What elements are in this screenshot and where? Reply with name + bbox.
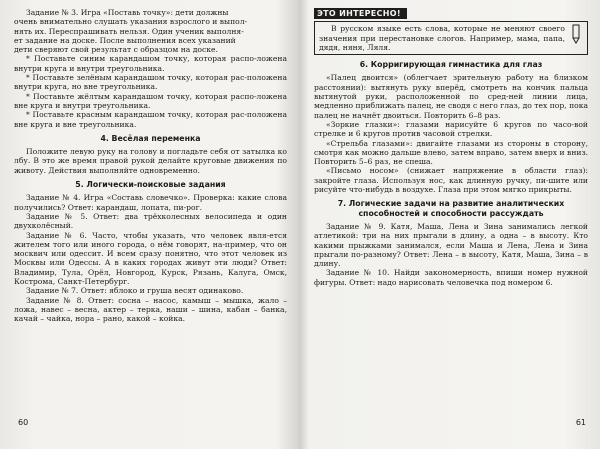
task-8: Задание № 8. Ответ: сосна – насос, камыш – мышка, жало – ложа, навес – весна, актер – терка, наши – шина, кабан – банка, качай – чайка, нора – рано, какой – койка. [14,295,287,324]
section-heading-7: 7. Логические задачи на развитие аналитических способностей и способности рассуждать [337,199,565,218]
section-heading-6: 6. Корригирующая гимнастика для глаз [359,60,543,70]
task-9: Задание № 9. Катя, Маша, Лена и Зина занимались легкой атлетикой: три на них прыгали в длину, а одна – в высоту. Кто какими прыжками занимался, если Маша и Лена, Лена и Зина прыгали по-разному? Ответ: Лена – в высоту, Катя, Маша, Зина – в длину. [314,221,588,269]
left-page [14,8,287,449]
interesting-box [314,21,588,55]
task3-line-1: Задание № 3. Игра «Поставь точку»: дети должны [26,8,229,17]
task3-line-4: ет задание на доске. После выполнения всех указаний [14,35,236,45]
bullet-blue: * Поставьте синим карандашом точку, которая распо-ложена внутри круга и внутри треугольника. [14,54,287,73]
bullet-yellow: * Поставьте жёлтым карандашом точку, которая распо-ложена вне круга и внутри треугольника. [14,91,287,110]
interesting-banner: ЭТО ИНТЕРЕСНО! [314,8,407,19]
right-page [314,8,588,449]
exercise-finger: «Палец двоится» (облегчает зрительную работу на близком расстоянии): вытянуть руку вперёд, смотреть на кончик пальца вытянутой руки, расположенной по сред-ней линии лица, медленно приближать палец, не сводя с него глаз, до тех пор, пока палец не начнёт двоиться. Повторить 6–8 раз. [314,73,588,120]
task-10: Задание № 10. Найди закономерность, впиши номер нужной фигуры. Ответ: надо нарисовать человечка под номером 6. [314,268,588,287]
pencil-icon [569,24,583,44]
exercise-shooting: «Стрельба глазами»: двигайте глазами из стороны в сторону, смотря как можно дальше влево, затем вправо, затем вверх и вниз. Повторить 5–6 раз, не спеша. [314,138,588,167]
exercise-nose-writing: «Письмо носом» (снижает напряжение в области глаз): закройте глаза. Используя нос, как длинную ручку, пи-шите или рисуйте что-нибудь в воздухе. Глаза при этом мягко прикрыты. [314,166,588,195]
task3-line-3: нять их. Переспрашивать нельзя. Один ученик выполня- [14,26,244,36]
section-heading-5: 5. Логически-поисковые задания [75,180,226,190]
bullet-red: * Поставьте красным карандашом точку, которая рас-положена вне круга и вне треугольника. [14,110,287,129]
page-number-left: 60 [18,417,29,427]
pause-text: Положите левую руку на голову и погладьте себя от затылка ко лбу. В это же время правой рукой делайте круговые движения по животу. Действия выполняйте одновременно. [14,147,287,175]
task3-line-2: очень внимательно слушать указания взрослого и выпол- [14,17,248,27]
interesting-text: В русском языке есть слова, которые не меняют своего значения при перестановке слогов. Например, мама, папа, дядя, няня, Ляля. [319,24,565,52]
task3-line-5: дети сверяют свой результат с образцом на доске. [14,45,218,55]
bullet-green: * Поставьте зелёным карандашом точку, которая рас-положена внутри круга, но вне треугольника. [14,73,287,92]
task-6: Задание № 6. Часто, чтобы указать, что человек явля-ется жителем того или иного города, о нём говорят, на-пример, что он москвич или одессит. И всем сразу понятно, что этот человек из Москвы или Одессы. А в каких городах живут эти люди? Ответ: Владимир, Тула, Орёл, Новгород, Курск, Рязань, Калуга, Омск, Кострома, Санкт-Петербург. [14,230,287,287]
task-5: Задание № 5. Ответ: два трёхколесных велосипеда и один двухколёсный. [14,211,287,231]
task-7: Задание № 7. Ответ: яблоко и груша весят одинаково. [26,286,244,296]
exercise-sharp-eyes: «Зоркие глазки»: глазами нарисуйте 6 кругов по часо-вой стрелке и 6 кругов против часовой стрелки. [314,119,588,139]
task-4: Задание № 4. Игра «Составь словечко». Проверка: какие слова получились? Ответ: карандаш, лопата, пи-рог. [14,193,287,212]
section-heading-4: 4. Весёлая переменка [100,133,201,143]
page-number-right: 61 [575,417,586,427]
